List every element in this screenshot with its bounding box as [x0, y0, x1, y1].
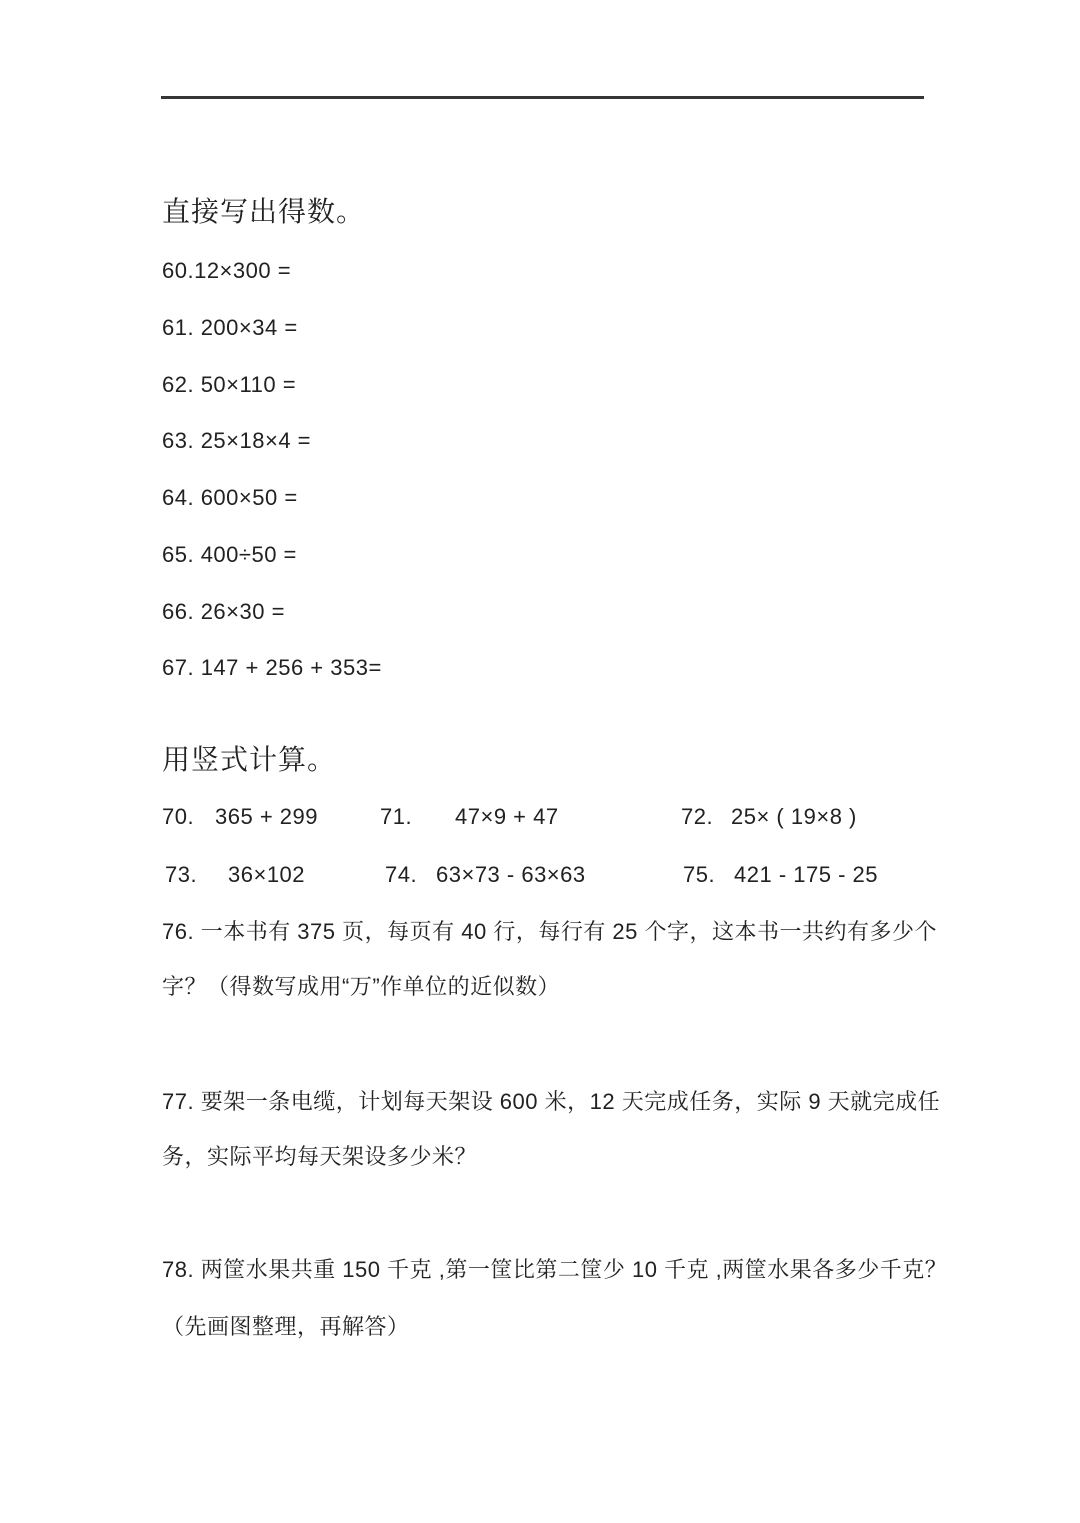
word-problem-76-line-2: 字？（得数写成用“万”作单位的近似数）	[162, 974, 561, 999]
vertical-problem-70-number: 70.	[162, 804, 195, 829]
oral-problem-65: 65. 400÷50 =	[162, 542, 297, 567]
oral-problem-60: 60.12×300 =	[162, 258, 292, 283]
oral-problem-62: 62. 50×110 =	[162, 372, 297, 397]
oral-problem-67: 67. 147 + 256 + 353=	[162, 655, 382, 680]
vertical-problem-72-expression: 25× ( 19×8 )	[731, 804, 857, 829]
top-divider-rule	[161, 96, 924, 99]
word-problem-77-line-2: 务，实际平均每天架设多少米？	[162, 1144, 478, 1169]
oral-problem-64: 64. 600×50 =	[162, 485, 298, 510]
vertical-problem-75-number: 75.	[683, 862, 716, 887]
vertical-problem-73-expression: 36×102	[228, 862, 306, 887]
oral-problem-61: 61. 200×34 =	[162, 315, 298, 340]
vertical-problem-75-expression: 421 - 175 - 25	[734, 862, 878, 887]
word-problem-78-line-2: （先画图整理，再解答）	[162, 1314, 410, 1339]
vertical-problem-71-expression: 47×9 + 47	[455, 804, 559, 829]
oral-section-heading: 直接写出得数。	[162, 196, 366, 227]
vertical-problem-74-number: 74.	[385, 862, 418, 887]
word-problem-78-line-1: 78. 两筐水果共重 150 千克 ,第一筐比第二筐少 10 千克 ,两筐水果各多少千克？	[162, 1257, 948, 1282]
vertical-problem-74-expression: 63×73 - 63×63	[436, 862, 586, 887]
vertical-problem-71-number: 71.	[380, 804, 413, 829]
word-problem-76-line-1: 76. 一本书有 375 页，每页有 40 行，每行有 25 个字，这本书一共约有多少个	[162, 919, 938, 944]
vertical-problem-70-expression: 365 + 299	[215, 804, 318, 829]
vertical-problem-73-number: 73.	[165, 862, 198, 887]
word-problem-77-line-1: 77. 要架一条电缆，计划每天架设 600 米，12 天完成任务，实际 9 天就完成任	[162, 1089, 941, 1114]
vertical-problem-72-number: 72.	[681, 804, 714, 829]
oral-problem-66: 66. 26×30 =	[162, 599, 285, 624]
oral-problem-63: 63. 25×18×4 =	[162, 428, 312, 453]
vertical-section-heading: 用竖式计算。	[162, 744, 337, 775]
